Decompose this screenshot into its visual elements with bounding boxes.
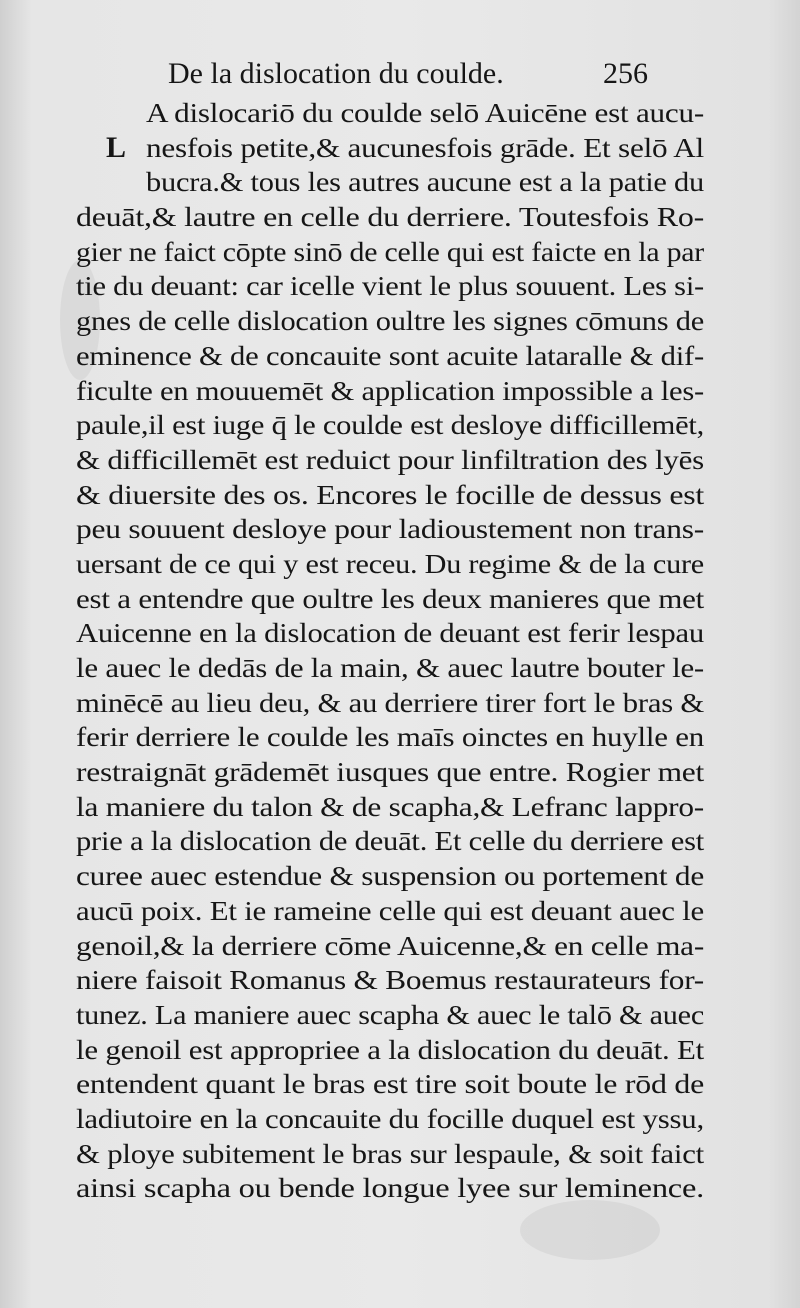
text-line: tie du deuant: car icelle vient le plus souuent. Les si- bbox=[76, 270, 704, 302]
running-title: De la dislocation du coulde. bbox=[168, 57, 504, 90]
text-line: est a entendre que oultre les deux manieres que met bbox=[76, 582, 704, 614]
text-line: deuāt,& lautre en celle du derriere. Toutesfois Ro- bbox=[76, 201, 704, 233]
text-line: la maniere du talon & de scapha,& Lefranc lappro- bbox=[76, 790, 704, 822]
text-line: nesfois petite,& aucunesfois grāde. Et selō Al bbox=[146, 131, 704, 163]
text-line: bucra.& tous les autres aucune est a la patie du bbox=[146, 166, 704, 198]
text-line: genoil,& la derriere cōme Auicenne,& en celle ma- bbox=[76, 929, 704, 961]
text-line: curee auec estendue & suspension ou portement de bbox=[76, 860, 704, 892]
text-line: ferir derriere le coulde les maīs oinctes en huylle en bbox=[76, 721, 704, 753]
text-line: paule,il est iuge q̄ le coulde est desloye difficillemēt, bbox=[76, 409, 704, 441]
text-line: & diuersite des os. Encores le focille de dessus est bbox=[76, 478, 704, 510]
text-line: aucū poix. Et ie rameine celle qui est deuant auec le bbox=[76, 894, 704, 926]
text-line: entendent quant le bras est tire soit boute le rōd de bbox=[76, 1068, 704, 1100]
text-line: eminence & de concauite sont acuite lataralle & dif- bbox=[76, 339, 704, 371]
text-line: le auec le dedās de la main, & auec lautre bouter le- bbox=[76, 652, 704, 683]
text-line: prie a la dislocation de deuāt. Et celle du derriere est bbox=[76, 825, 704, 857]
running-head bbox=[168, 52, 648, 96]
text-line: le genoil est appropriee a la dislocation du deuāt. Et bbox=[76, 1033, 704, 1065]
page-number: 256 bbox=[603, 57, 648, 90]
text-line: gnes de celle dislocation oultre les signes cōmuns de bbox=[76, 305, 704, 337]
drop-initial: L bbox=[106, 130, 127, 164]
body-text bbox=[76, 96, 704, 1206]
text-line: niere faisoit Romanus & Boemus restaurateurs for- bbox=[76, 964, 704, 996]
text-line: minēcē au lieu deu, & au derriere tirer fort le bras & bbox=[76, 686, 704, 718]
text-line: ladiutoire en la concauite du focille duquel est yssu, bbox=[76, 1102, 704, 1134]
text-line: uersant de ce qui y est receu. Du regime & de la cure bbox=[76, 547, 704, 579]
paper-stain bbox=[520, 1200, 660, 1260]
text-line: & difficillemēt est reduict pour linfiltration des lyēs bbox=[76, 443, 704, 475]
text-line: gier ne faict cōpte sinō de celle qui est faicte en la par bbox=[76, 235, 704, 267]
text-line: tunez. La maniere auec scapha & auec le talō & auec bbox=[76, 998, 704, 1030]
text-line: A dislocariō du coulde selō Auicēne est aucu- bbox=[146, 97, 704, 128]
text-line: restraignāt grādemēt iusques que entre. Rogier met bbox=[76, 756, 704, 788]
text-line: ficulte en mouuemēt & application impossible a les- bbox=[76, 374, 704, 406]
text-line: & ploye subitement le bras sur lespaule, & soit faict bbox=[76, 1137, 704, 1169]
text-line: ainsi scapha ou bende longue lyee sur leminence. bbox=[76, 1172, 704, 1204]
text-line: Auicenne en la dislocation de deuant est ferir lespau bbox=[76, 617, 704, 649]
text-line: peu souuent desloye pour ladioustement non trans- bbox=[76, 513, 704, 545]
